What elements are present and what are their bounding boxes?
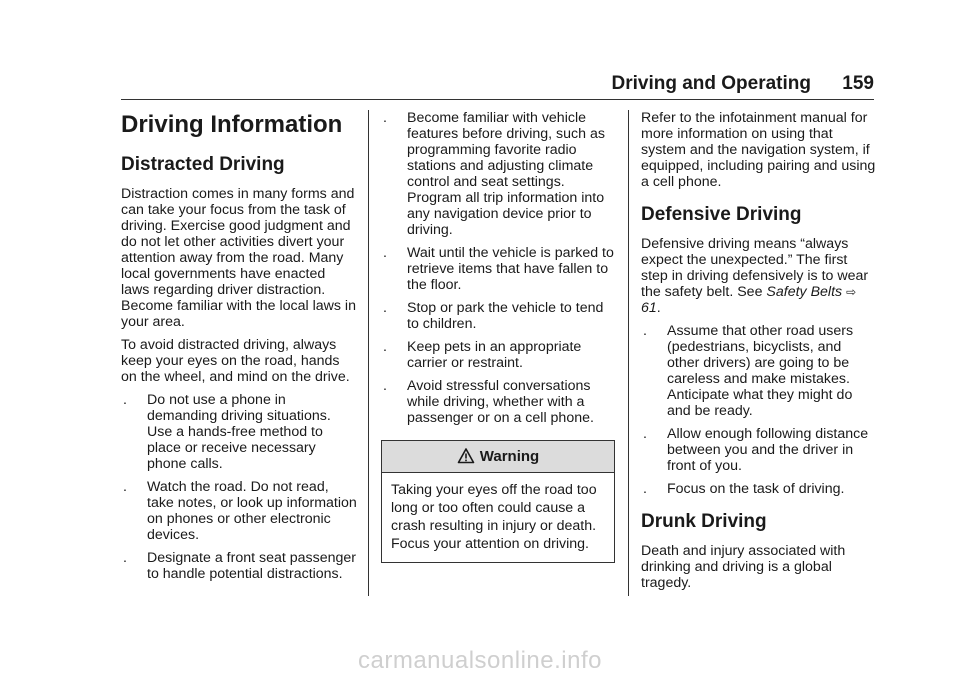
section-heading-drunk: Drunk Driving <box>641 511 767 532</box>
section-heading-defensive: Defensive Driving <box>641 204 802 225</box>
paragraph: Death and injury associated with drinking and driving is a global tragedy. <box>641 543 846 591</box>
cross-reference-link[interactable]: Safety Belts <box>766 284 843 300</box>
list-item <box>381 245 615 293</box>
page-reference-arrow-icon: ⇨ <box>846 285 857 299</box>
bullet-marker: . <box>643 323 647 339</box>
header-rule <box>121 99 874 100</box>
warning-body: Taking your eyes off the road too long or too often could cause a crash resulting in injury or death. Focus your attention on driving. <box>391 482 597 552</box>
bullet-marker: . <box>383 245 387 261</box>
column-divider-1 <box>368 110 369 596</box>
list-item <box>121 550 357 582</box>
bullet-list <box>641 323 877 497</box>
bullet-marker: . <box>643 481 647 497</box>
warning-triangle-icon <box>457 447 475 473</box>
list-item-text: Stop or park the vehicle to tend to children. <box>407 300 604 332</box>
list-item <box>121 392 357 472</box>
page-number: 159 <box>842 73 874 94</box>
list-item-text: Wait until the vehicle is parked to retrieve items that have fallen to the floor. <box>407 245 614 293</box>
list-item <box>381 378 615 426</box>
paragraph-text: Defensive driving means “always expect the unexpected.” The first step in driving defensively is to wear the safety belt. See <box>641 236 869 300</box>
bullet-marker: . <box>123 550 127 566</box>
list-item <box>641 481 877 497</box>
bullet-marker: . <box>123 392 127 408</box>
bullet-marker: . <box>643 426 647 442</box>
column-3 <box>641 110 877 598</box>
bullet-list <box>381 110 615 426</box>
section-heading-distracted: Distracted Driving <box>121 154 285 175</box>
section-title: Driving and Operating <box>611 73 812 94</box>
list-item <box>641 323 877 419</box>
list-item-text: Do not use a phone in demanding driving situations. Use a hands-free method to place or receive necessary phone calls. <box>147 392 331 472</box>
paragraph: To avoid distracted driving, always keep your eyes on the road, hands on the wheel, and mind on the drive. <box>121 337 350 385</box>
cross-reference-page[interactable]: 61 <box>641 300 657 316</box>
column-2 <box>381 110 615 563</box>
list-item <box>381 339 615 371</box>
column-1 <box>121 110 357 589</box>
list-item-text: Avoid stressful conversations while driving, whether with a passenger or on a cell phone. <box>407 378 594 426</box>
paragraph: Refer to the infotainment manual for more information on using that system and the navigation system, if equipped, including pairing and using a cell phone. <box>641 110 876 190</box>
watermark: carmanualsonline.info <box>358 647 602 674</box>
list-item <box>381 300 615 332</box>
paragraph: Distraction comes in many forms and can take your focus from the task of driving. Exercise good judgment and do not let other activities divert your attention away from the road. Many local governments have enacted laws regarding driver distraction. Become familiar with the local laws in your area. <box>121 186 356 330</box>
sentence-end: . <box>656 300 661 316</box>
bullet-marker: . <box>383 378 387 394</box>
list-item-text: Designate a front seat passenger to handle potential distractions. <box>147 550 357 582</box>
bullet-marker: . <box>383 300 387 316</box>
list-item <box>121 479 357 543</box>
list-item-text: Assume that other road users (pedestrians, bicyclists, and other drivers) are going to be careless and make mistakes. Anticipate what they might do and be ready. <box>667 323 854 419</box>
warning-box <box>381 440 615 563</box>
list-item <box>641 426 877 474</box>
column-divider-2 <box>628 110 629 596</box>
page-title: Driving Information <box>121 111 343 138</box>
warning-header <box>382 441 614 473</box>
bullet-marker: . <box>383 110 387 126</box>
list-item-text: Become familiar with vehicle features before driving, such as programming favorite radio stations and adjusting climate control and seat settings. Program all trip information into any navigation device prior to driving. <box>407 110 605 238</box>
warning-title: Warning <box>479 448 540 465</box>
list-item-text: Keep pets in an appropriate carrier or restraint. <box>407 339 582 371</box>
list-item-text: Allow enough following distance between you and the driver in front of you. <box>667 426 869 474</box>
bullet-marker: . <box>123 479 127 495</box>
bullet-list <box>121 392 357 582</box>
list-item <box>381 110 615 238</box>
page-header <box>611 73 874 95</box>
list-item-text: Focus on the task of driving. <box>667 481 845 497</box>
bullet-marker: . <box>383 339 387 355</box>
list-item-text: Watch the road. Do not read, take notes, or look up information on phones or other electronic devices. <box>147 479 357 543</box>
paragraph <box>641 236 877 316</box>
